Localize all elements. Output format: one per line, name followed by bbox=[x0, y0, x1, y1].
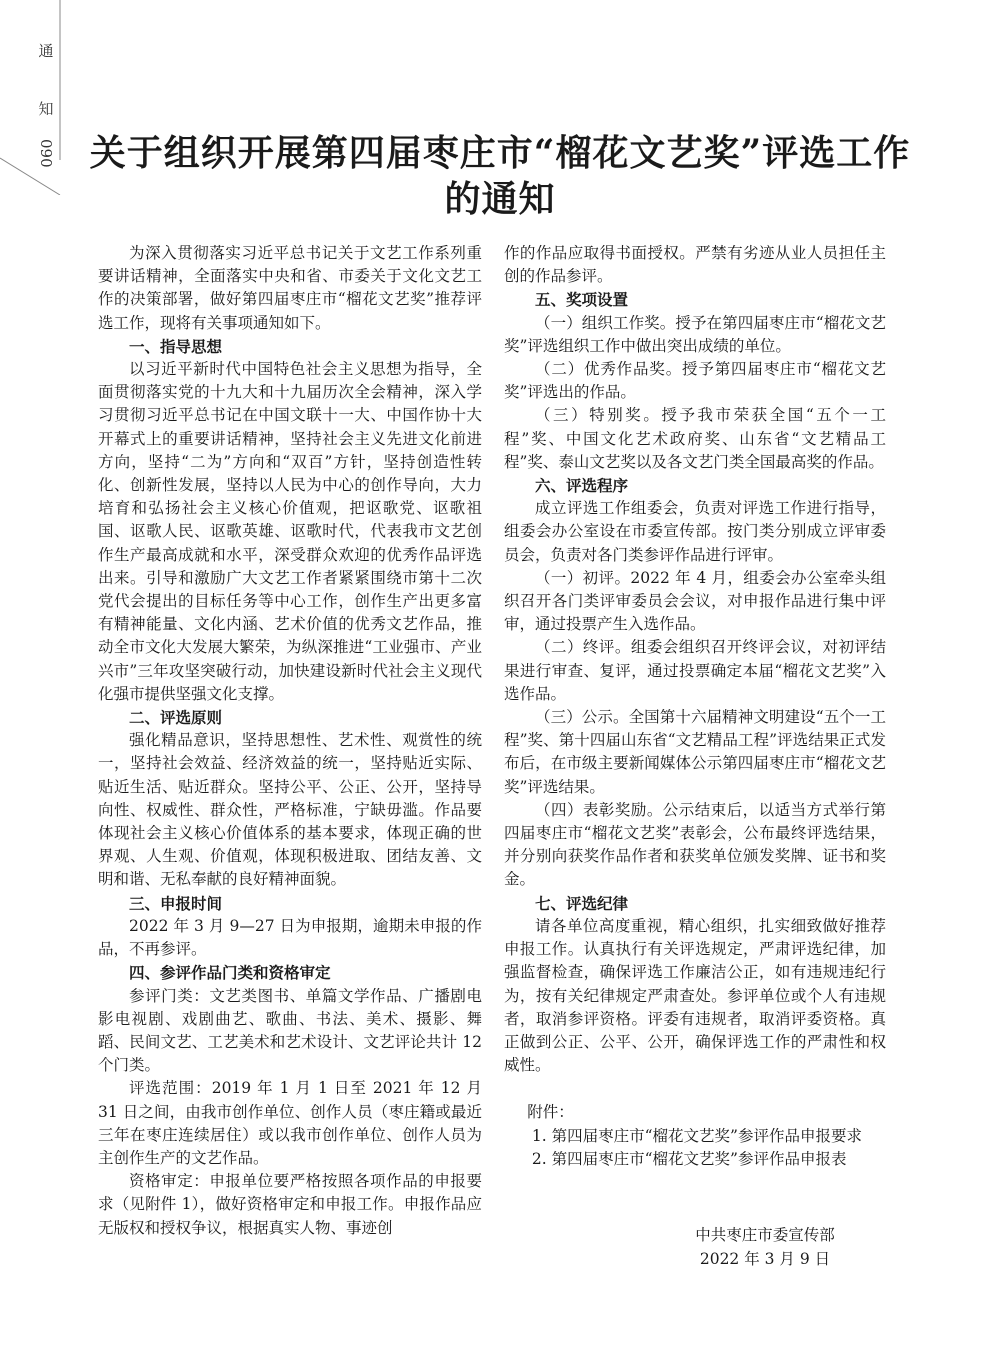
section-3-heading: 三、申报时间 bbox=[129, 893, 223, 913]
section-6-paragraph-5: （四）表彰奖励。公示结束后，以适当方式举行第四届枣庄市“榴花文艺奖”表彰会，公布最终评选结果，并分别向获奖作品作者和获奖单位颁发奖牌、证书和奖金。 bbox=[504, 800, 886, 889]
attachments bbox=[504, 1101, 886, 1171]
signature-block bbox=[504, 1223, 886, 1271]
section-4-paragraph-1: 参评门类：文艺类图书、单篇文学作品、广播剧电影电视剧、戏剧曲艺、歌曲、书法、美术、摄影、舞蹈、民间文艺、工艺美术和艺术设计、文艺评论共计 12 个门类。 bbox=[98, 986, 482, 1075]
intro-paragraph: 为深入贯彻落实习近平总书记关于文艺工作系列重要讲话精神，全面落实中央和省、市委关于文化文艺工作的决策部署，做好第四届枣庄市“榴花文艺奖”推荐评选工作，现将有关事项通知如下。 bbox=[98, 244, 482, 332]
section-5-paragraph-2: （二）优秀作品奖。授予第四届枣庄市“榴花文艺奖”评选出的作品。 bbox=[504, 360, 886, 402]
section-4-paragraph-3: 资格审定：申报单位要严格按照各项作品的申报要求（见附件 1），做好资格审定和申报工作。申报作品应无版权和授权争议，根据真实人物、事迹创 bbox=[98, 1172, 482, 1237]
side-tab bbox=[0, 0, 62, 195]
section-6-paragraph-1: 成立评选工作组委会，负责对评选工作进行指导，组委会办公室设在市委宣传部。按门类分别成立评审委员会，负责对各门类参评作品进行评审。 bbox=[504, 499, 886, 564]
left-column bbox=[98, 242, 482, 1240]
section-3-paragraph: 2022 年 3 月 9—27 日为申报期，逾期未申报的作品，不再参评。 bbox=[98, 916, 482, 959]
section-2-paragraph: 强化精品意识，坚持思想性、艺术性、观赏性的统一，坚持社会效益、经济效益的统一，坚持贴近实际、贴近生活、贴近群众。坚持公平、公正、公开，坚持导向性、权威性、群众性，严格标准，宁缺毋滥。作品要体现社会主义核心价值体系的基本要求，体现正确的世界观、人生观、价值观，体现积极进取、团结友善、文明和谐、无私奉献的良好精神面貌。 bbox=[98, 731, 482, 889]
section-6-paragraph-2: （一）初评。2022 年 4 月，组委会办公室牵头组织召开各门类评审委员会会议，对申报作品进行集中评审，通过投票产生入选作品。 bbox=[504, 568, 886, 634]
section-5-paragraph-3: （三）特别奖。授予我市荣获全国“五个一工程”奖、中国文化艺术政府奖、山东省“文艺精品工程”奖、泰山文艺奖以及各文艺门类全国最高奖的作品。 bbox=[504, 406, 886, 471]
section-6-paragraph-3: （二）终评。组委会组织召开终评会议，对初评结果进行审查、复评，通过投票确定本届“榴花文艺奖”入选作品。 bbox=[504, 638, 886, 703]
section-6-paragraph-4: （三）公示。全国第十六届精神文明建设“五个一工程”奖、第十四届山东省“文艺精品工程”评选结果正式发布后，在市级主要新闻媒体公示第四届枣庄市“榴花文艺奖”评选结果。 bbox=[504, 708, 886, 796]
section-5-paragraph-1: （一）组织工作奖。授予在第四届枣庄市“榴花文艺奖”评选组织工作中做出突出成绩的单位。 bbox=[504, 313, 886, 355]
document-title: 关于组织开展第四届枣庄市“榴花文艺奖”评选工作的通知 bbox=[89, 132, 911, 220]
attachments-label: 附件： bbox=[527, 1103, 574, 1122]
section-1-heading: 一、指导思想 bbox=[129, 336, 223, 356]
section-2-heading: 二、评选原则 bbox=[129, 708, 223, 728]
attachment-item: 2. 第四届枣庄市“榴花文艺奖”参评作品申报表 bbox=[531, 1149, 847, 1168]
section-7-heading: 七、评选纪律 bbox=[535, 893, 629, 913]
issue-date: 2022 年 3 月 9 日 bbox=[699, 1249, 831, 1268]
side-char-2: 知 bbox=[38, 100, 54, 118]
issuer: 中共枣庄市委宣传部 bbox=[695, 1225, 835, 1244]
section-4-paragraph-3-continued: 作的作品应取得书面授权。严禁有劣迹从业人员担任主创的作品参评。 bbox=[504, 244, 886, 286]
section-1-paragraph: 以习近平新时代中国特色社会主义思想为指导，全面贯彻落实党的十九大和十九届历次全会精神，深入学习贯彻习近平总书记在中国文联十一大、中国作协十大开幕式上的重要讲话精神，坚持社会主义先进文化前进方向，坚持“二为”方向和“双百”方针，坚持创造性转化、创新性发展，坚持以人民为中心的创作导向，大力培育和弘扬社会主义核心价值观，把讴歌党、讴歌祖国、讴歌人民、讴歌英雄、讴歌时代，代表我市文艺创作生产最高成就和水平，深受群众欢迎的优秀作品评选出来。引导和激励广大文艺工作者紧紧围绕市第十二次党代会提出的目标任务等中心工作，创作生产出更多富有精神能量、文化内涵、艺术价值的优秀文艺作品，推动全市文化大发展大繁荣，为纵深推进“工业强市、产业兴市”三年攻坚突破行动，加快建设新时代社会主义现代化强市提供坚强文化支撑。 bbox=[98, 360, 482, 703]
section-7-paragraph: 请各单位高度重视，精心组织，扎实细致做好推荐申报工作。认真执行有关评选规定，严肃评选纪律，加强监督检查，确保评选工作廉洁公正，如有违规违纪行为，按有关纪律规定严肃查处。参评单位或个人有违规者，取消参评资格。评委有违规者，取消评委资格。真正做到公正、公平、公开，确保评选工作的严肃性和权威性。 bbox=[504, 916, 886, 1075]
section-4-paragraph-2: 评选范围：2019 年 1 月 1 日至 2021 年 12 月 31 日之间，由我市创作单位、创作人员（枣庄籍或最近三年在枣庄连续居住）或以我市创作单位、创作人员为主创作生产的文艺作品。 bbox=[98, 1079, 482, 1167]
right-column bbox=[504, 242, 886, 1271]
page-number: 090 bbox=[37, 139, 55, 168]
attachment-item: 1. 第四届枣庄市“榴花文艺奖”参评作品申报要求 bbox=[531, 1126, 862, 1145]
side-char-1: 通 bbox=[38, 42, 54, 60]
section-5-heading: 五、奖项设置 bbox=[535, 290, 629, 310]
section-6-heading: 六、评选程序 bbox=[535, 476, 629, 496]
section-4-heading: 四、参评作品门类和资格审定 bbox=[129, 963, 331, 983]
